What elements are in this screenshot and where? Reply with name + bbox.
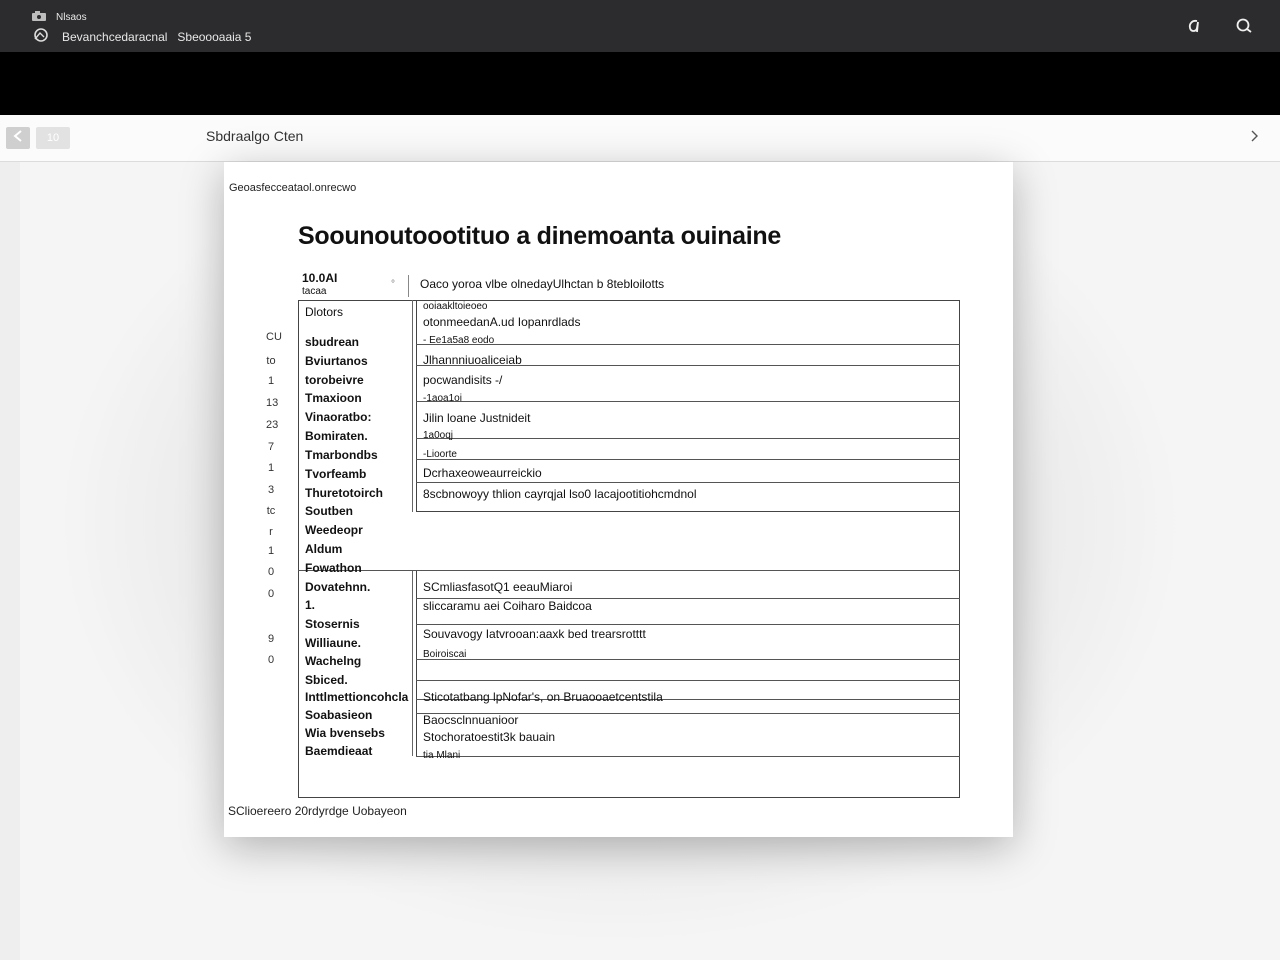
search-button[interactable] xyxy=(1232,16,1256,40)
cell-value: tia Mlani xyxy=(423,750,461,761)
app-small-label-row xyxy=(32,11,87,24)
top-label-sub: tacaa xyxy=(302,286,327,297)
field-label: Stosernis xyxy=(305,617,360,631)
cell-value: Baocsclnnuanioor xyxy=(423,713,519,727)
row-divider xyxy=(416,756,960,757)
line-number: r xyxy=(269,526,273,538)
account-button[interactable] xyxy=(1182,16,1206,40)
field-label: Inttlmettioncohcla xyxy=(305,690,409,704)
field-label: Tvorfeamb xyxy=(305,467,367,481)
line-number: 1 xyxy=(267,545,275,557)
line-number: 9 xyxy=(267,633,275,645)
cell-value: Jilin loane Justnideit xyxy=(423,411,531,425)
app-title: Bevanchcedaracnal xyxy=(62,29,168,44)
divider xyxy=(412,570,413,756)
field-label: Bviurtanos xyxy=(305,354,368,368)
row-divider xyxy=(416,459,960,460)
field-label: Williaune. xyxy=(305,636,361,650)
row-divider xyxy=(416,344,960,345)
line-number: 1 xyxy=(267,462,275,474)
field-label: Dlotors xyxy=(305,305,344,319)
cell-value: -Lioorte xyxy=(423,449,457,460)
cell-value: SCmliasfasotQ1 eeauMiaroi xyxy=(423,580,573,594)
row-divider xyxy=(416,482,960,483)
page-header: Geoasfecceataol.onrecwo xyxy=(229,182,357,194)
bullet-icon: ° xyxy=(391,279,395,290)
cell-value: pocwandisits -/ xyxy=(423,373,503,387)
field-label: Fowathon xyxy=(305,561,362,575)
app-subtitle: Sbeoooaaia 5 xyxy=(177,29,252,44)
cell-value: Souvavogy Iatvrooan:aaxk bed trearsrotttt xyxy=(423,627,646,641)
field-label: Vinaoratbo: xyxy=(305,410,372,424)
field-label: Wachelng xyxy=(305,654,362,668)
field-label: Wia bvensebs xyxy=(305,726,385,740)
document-toolbar xyxy=(0,115,1280,162)
field-label: 1. xyxy=(305,598,316,612)
title-bar xyxy=(0,0,1280,52)
divider xyxy=(408,275,409,297)
field-label: sbudrean xyxy=(305,335,360,349)
title-bar-actions xyxy=(1182,16,1256,40)
cell-value: Sticotatbang lpNofar's, on Bruaooaetcentstila xyxy=(423,690,663,704)
page-footer: SClioereero 20rdyrdge Uobayeon xyxy=(228,804,407,818)
divider xyxy=(412,300,413,512)
cell-value: Dcrhaxeoweaurreickio xyxy=(423,466,542,480)
line-number: 0 xyxy=(267,588,275,600)
field-label: Tmarbondbs xyxy=(305,448,378,462)
cell-value: Jlhannniuoaliceiab xyxy=(423,353,522,367)
field-label: torobeivre xyxy=(305,373,364,387)
row-divider xyxy=(298,570,960,571)
cell-value: -1aoa1oi xyxy=(423,393,462,404)
field-label: Bomiraten. xyxy=(305,429,368,443)
field-label: Dovatehnn. xyxy=(305,580,371,594)
cell-value: - Ee1a5a8 eodo xyxy=(423,335,495,346)
next-button[interactable] xyxy=(1246,128,1262,148)
app-small-label: Nlsaos xyxy=(56,12,87,23)
row-divider xyxy=(416,659,960,660)
row-divider xyxy=(416,438,960,439)
cell-value: otonmeedanA.ud Iopanrdlads xyxy=(423,315,581,329)
app-logo-icon xyxy=(32,27,52,46)
row-divider xyxy=(416,624,960,625)
cell-value: Stochoratoestit3k bauain xyxy=(423,730,556,744)
back-button[interactable] xyxy=(6,127,30,149)
top-label xyxy=(302,272,337,298)
field-label: Soutben xyxy=(305,504,353,518)
back-arrow-icon xyxy=(11,129,25,148)
line-number: 0 xyxy=(267,566,275,578)
document-page xyxy=(224,162,1013,837)
field-label: Soabasieon xyxy=(305,708,373,722)
page-chip[interactable]: 10 xyxy=(36,127,70,149)
header-band xyxy=(0,52,1280,115)
camera-icon xyxy=(32,11,50,24)
line-number: 0 xyxy=(267,654,275,666)
field-label: Aldum xyxy=(305,542,343,556)
line-number: to xyxy=(266,355,276,367)
cell-value: Boiroiscai xyxy=(423,649,467,660)
line-number: 13 xyxy=(266,397,279,409)
field-label: Weedeopr xyxy=(305,523,363,537)
field-label: Baemdieaat xyxy=(305,744,373,758)
search-icon xyxy=(1235,17,1253,40)
field-label: Sbiced. xyxy=(305,673,348,687)
account-icon xyxy=(1186,17,1202,40)
line-number: 1 xyxy=(267,375,275,387)
cell-value: 8scbnowoyy thlion cayrqjal lso0 lacajootitiohcmdnol xyxy=(423,487,697,501)
document-title-label: Sbdraalgo Cten xyxy=(206,128,304,144)
top-label-main: 10.0AI xyxy=(302,271,338,285)
cell-value: ooiaakltoieoeo xyxy=(423,301,488,312)
column-header: Oaco yoroa vlbe olnedayUlhctan b 8tebloilotts xyxy=(420,277,665,291)
row-divider xyxy=(416,680,960,681)
page-title: Soounoutoootituo a dinemoanta ouinaine xyxy=(298,222,781,250)
app-title-row xyxy=(32,27,251,46)
upper-value-box xyxy=(416,300,960,512)
line-number: tc xyxy=(266,505,276,517)
line-number: 3 xyxy=(267,484,275,496)
cell-value: sliccaramu aei Coiharo Baidcoa xyxy=(423,599,592,613)
field-label: Tmaxioon xyxy=(305,391,362,405)
field-label: Thuretotoirch xyxy=(305,486,383,500)
cell-value: 1a0oqj xyxy=(423,430,454,441)
row-divider xyxy=(416,401,960,402)
chevron-right-icon xyxy=(1249,128,1259,149)
line-number: CU xyxy=(266,331,282,343)
line-number: 7 xyxy=(267,441,275,453)
line-number: 23 xyxy=(266,419,279,431)
